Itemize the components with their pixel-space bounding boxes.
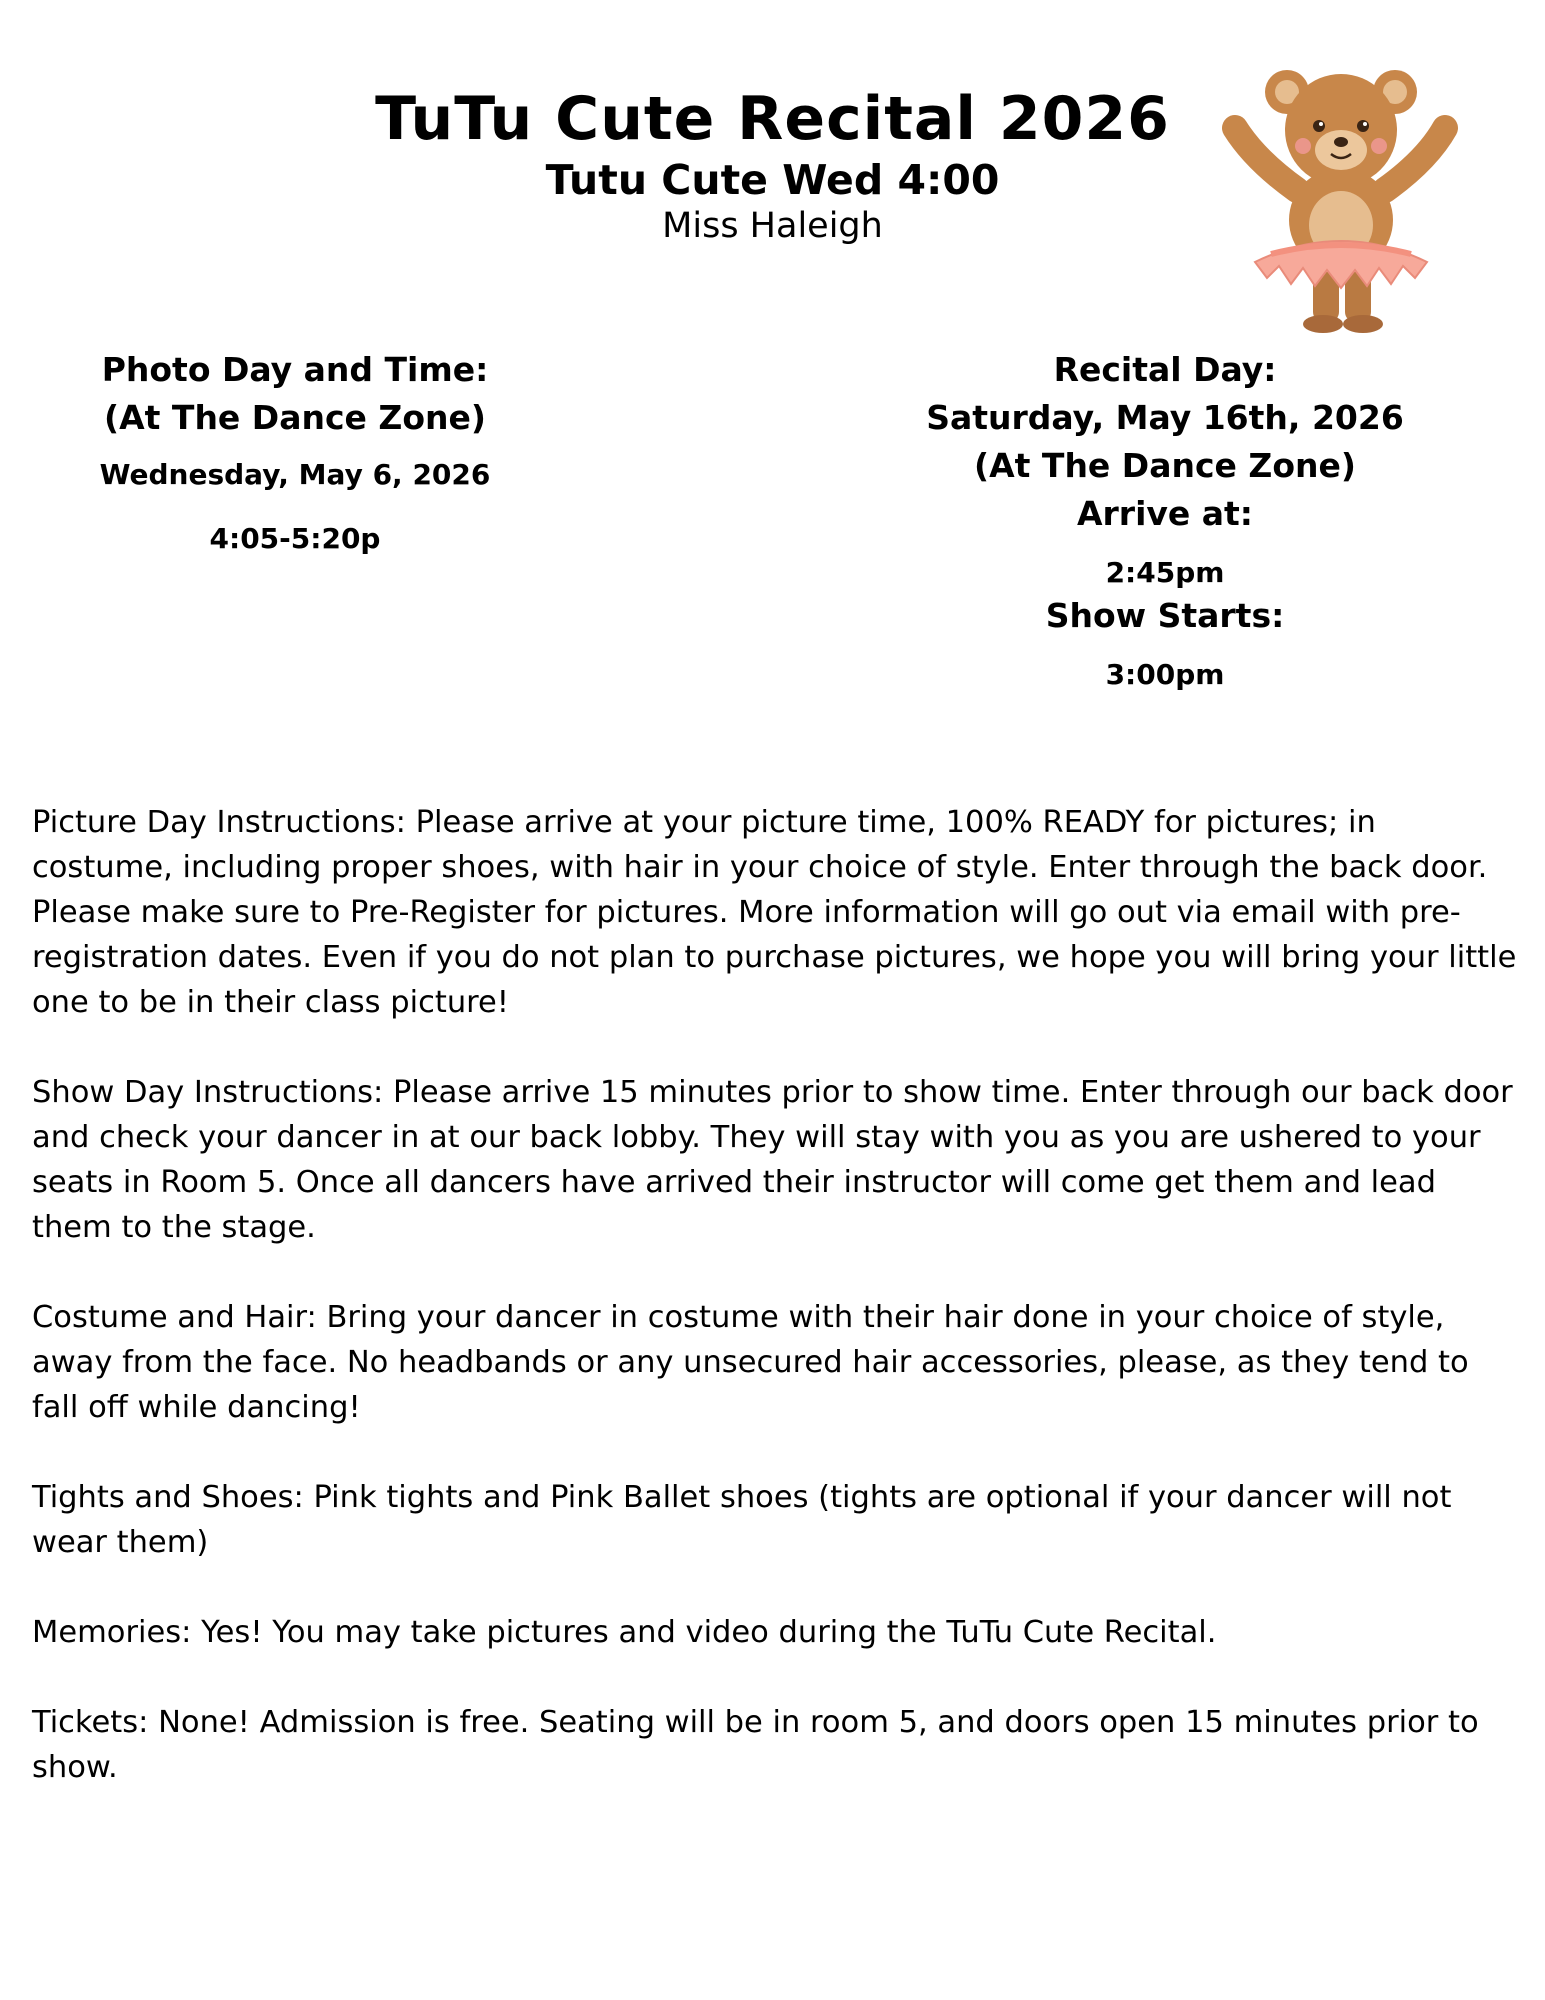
costume-and-hair: Costume and Hair: Bring your dancer in costume with their hair done in your choice of style, away from the face. No headbands or any unsecured hair accessories, please, as they tend to fall off while dancing! xyxy=(32,1300,1469,1425)
instructions-body xyxy=(32,800,1522,1835)
photo-day-location: (At The Dance Zone) xyxy=(104,398,486,437)
arrive-label: Arrive at: xyxy=(1076,494,1254,533)
show-start-label: Show Starts: xyxy=(1045,596,1285,635)
recital-day-location: (At The Dance Zone) xyxy=(974,446,1356,485)
memories: Memories: Yes! You may take pictures and video during the TuTu Cute Recital. xyxy=(32,1615,1217,1650)
show-start-time: 3:00pm xyxy=(1105,658,1225,691)
arrive-time: 2:45pm xyxy=(1105,556,1225,589)
show-day-instructions: Show Day Instructions: Please arrive 15 minutes prior to show time. Enter through our back door and check your dancer in at our back lobby. They will stay with you as you are ushered to your seats in Room 5. Once all dancers have arrived their instructor will come get them and lead them to the stage. xyxy=(32,1075,1513,1245)
photo-day-time: 4:05-5:20p xyxy=(209,522,381,555)
tickets: Tickets: None! Admission is free. Seating will be in room 5, and doors open 15 minutes prior to show. xyxy=(32,1705,1479,1785)
photo-day-section xyxy=(85,346,505,558)
recital-day-heading: Recital Day: xyxy=(1053,350,1277,389)
class-name: Tutu Cute Wed 4:00 xyxy=(545,156,1000,204)
tights-and-shoes: Tights and Shoes: Pink tights and Pink Ballet shoes (tights are optional if your dancer will not wear them) xyxy=(32,1480,1452,1560)
picture-day-instructions: Picture Day Instructions: Please arrive at your picture time, 100% READY for pictures; in costume, including proper shoes, with hair in your choice of style. Enter through the back door. Please make sure to Pre-Register for pictures. More information will go out via email with pre-registration dates. Even if you do not plan to purchase pictures, we hope you will bring your little one to be in their class picture! xyxy=(32,805,1517,1020)
recital-day-section xyxy=(895,346,1435,694)
photo-day-date: Wednesday, May 6, 2026 xyxy=(99,458,491,491)
photo-day-heading: Photo Day and Time: xyxy=(101,350,489,389)
page-title: TuTu Cute Recital 2026 xyxy=(375,84,1170,154)
instructor-name: Miss Haleigh xyxy=(662,206,883,246)
recital-day-date: Saturday, May 16th, 2026 xyxy=(926,398,1404,437)
teddy-bear-ballerina-icon xyxy=(1215,40,1465,340)
